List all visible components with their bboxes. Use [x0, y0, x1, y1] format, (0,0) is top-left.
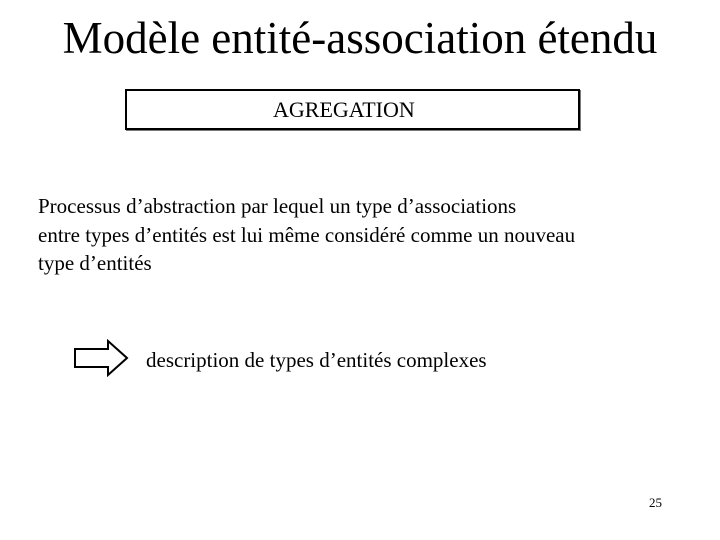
consequence-text: description de types d’entités complexes: [146, 348, 487, 372]
definition-paragraph: [38, 192, 678, 278]
definition-line: entre types d’entités est lui même considéré comme un nouveau: [38, 222, 576, 247]
page-number: 25: [649, 495, 662, 510]
term-label: AGREGATION: [273, 97, 415, 122]
slide-title: Modèle entité-association étendu: [62, 13, 658, 63]
definition-line: Processus d’abstraction par lequel un type d’associations: [38, 194, 517, 218]
double-right-arrow-icon: [74, 339, 130, 377]
term-box: [125, 89, 580, 130]
definition-line: type d’entités: [38, 251, 152, 275]
